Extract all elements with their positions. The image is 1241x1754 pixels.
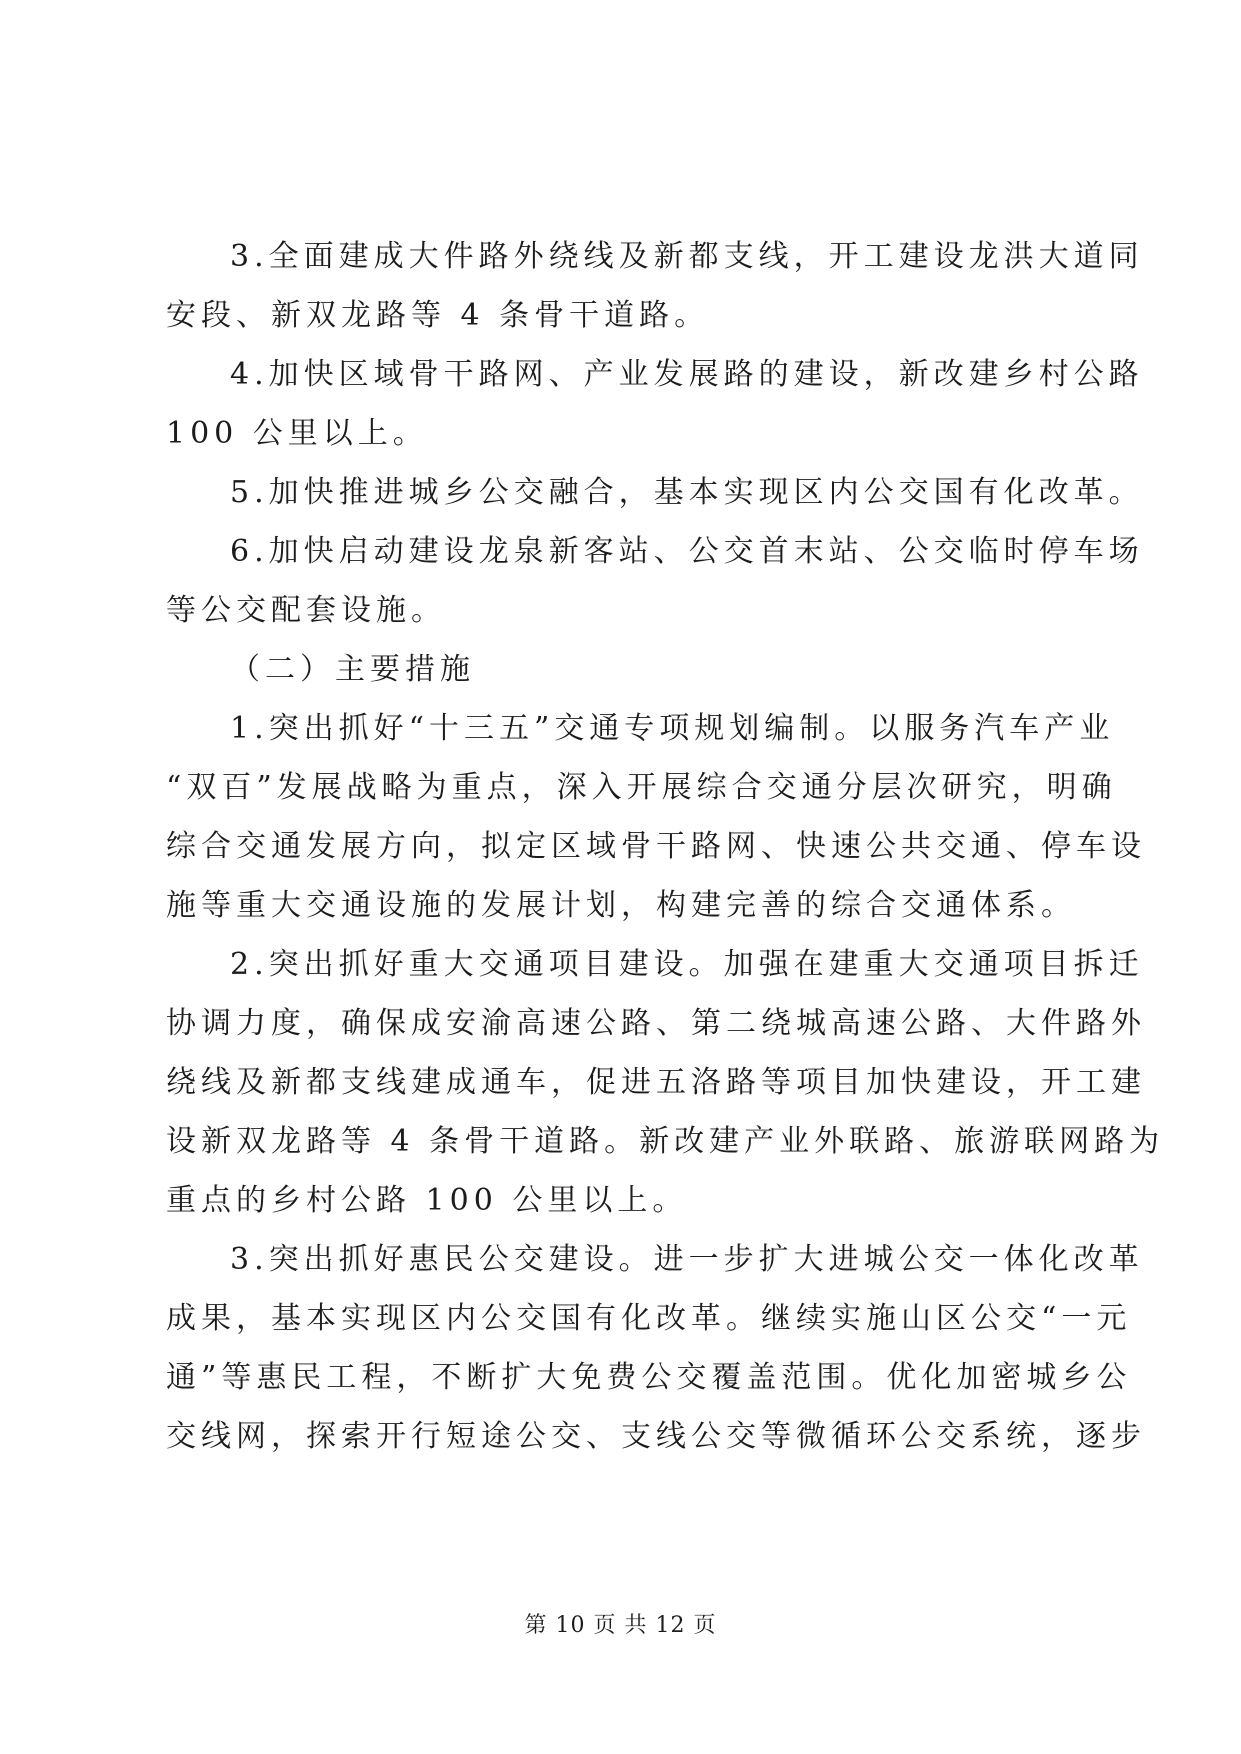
text-line: （二）主要措施: [230, 652, 475, 687]
text-line: 2.突出抓好重大交通项目建设。加强在建重大交通项目拆迁: [230, 947, 1144, 982]
text-line: 4.加快区域骨干路网、产业发展路的建设，新改建乡村公路: [230, 357, 1144, 392]
text-line: 3.突出抓好惠民公交建设。进一步扩大进城公交一体化改革: [230, 1242, 1144, 1277]
text-line: 1.突出抓好“十三五”交通专项规划编制。以服务汽车产业: [230, 711, 1115, 746]
text-line: 交线网，探索开行短途公交、支线公交等微循环公交系统，逐步: [166, 1419, 1146, 1454]
text-line: 等公交配套设施。: [166, 593, 446, 628]
text-line: 100 公里以上。: [166, 416, 428, 451]
text-line: 重点的乡村公路 100 公里以上。: [166, 1183, 688, 1218]
text-line: 3.全面建成大件路外绕线及新都支线，开工建设龙洪大道同: [230, 239, 1144, 274]
text-line: 绕线及新都支线建成通车，促进五洛路等项目加快建设，开工建: [166, 1065, 1146, 1100]
text-line: 5.加快推进城乡公交融合，基本实现区内公交国有化改革。: [230, 475, 1144, 510]
text-line: 协调力度，确保成安渝高速公路、第二绕城高速公路、大件路外: [166, 1006, 1146, 1041]
text-line: 安段、新双龙路等 4 条骨干道路。: [166, 298, 710, 333]
text-line: 6.加快启动建设龙泉新客站、公交首末站、公交临时停车场: [230, 534, 1144, 569]
text-line: 成果，基本实现区内公交国有化改革。继续实施山区公交“一元: [166, 1301, 1132, 1336]
text-line: 设新双龙路等 4 条骨干道路。新改建产业外联路、旅游联网路为: [166, 1124, 1165, 1159]
page-footer: 第 10 页 共 12 页: [524, 1613, 717, 1638]
text-line: 综合交通发展方向，拟定区域骨干路网、快速公共交通、停车设: [166, 829, 1146, 864]
text-line: “双百”发展战略为重点，深入开展综合交通分层次研究，明确: [166, 770, 1117, 805]
text-line: 施等重大交通设施的发展计划，构建完善的综合交通体系。: [166, 888, 1076, 923]
text-line: 通”等惠民工程，不断扩大免费公交覆盖范围。优化加密城乡公: [166, 1360, 1132, 1395]
document-body: [166, 227, 1165, 1466]
